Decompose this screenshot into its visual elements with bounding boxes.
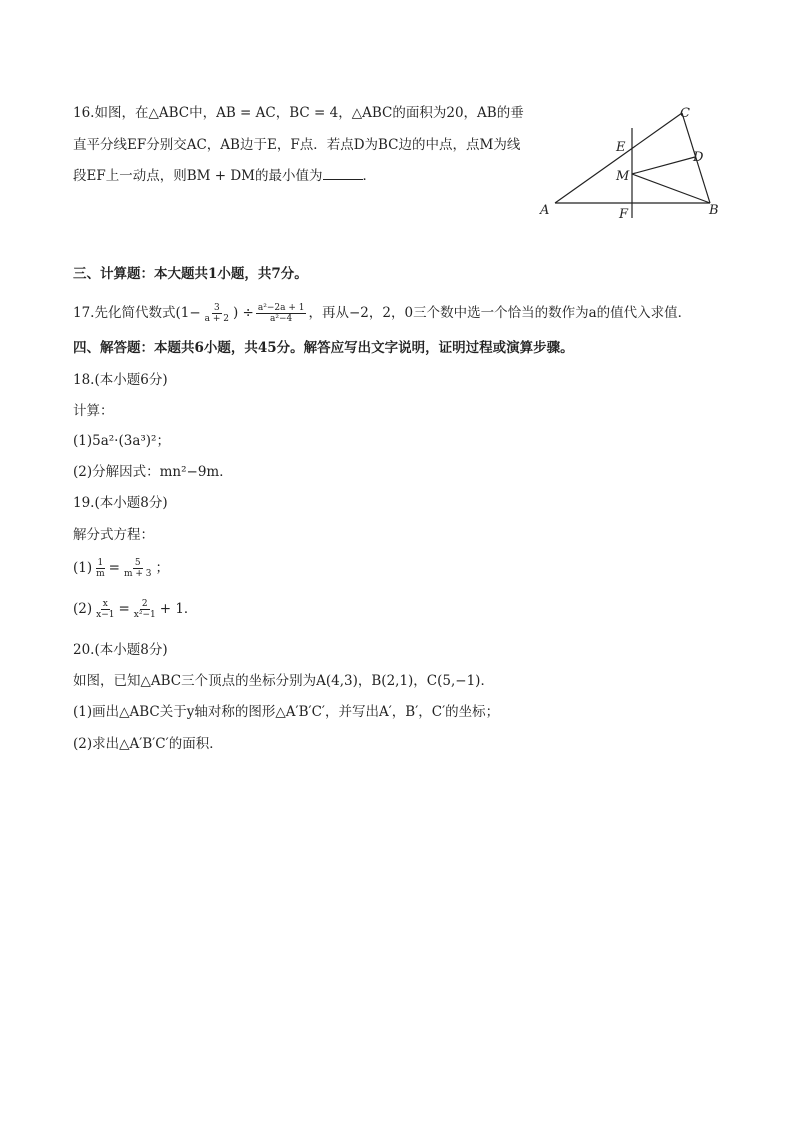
section-4-heading: 四、解答题：本题共6小题，共45分。解答应写出文字说明，证明过程或演算步骤。 [73,340,574,356]
q17-f1-num: 3 [213,303,220,313]
q19-p2-post: + 1． [159,601,198,617]
label-m: M [616,169,630,184]
q19-part2 [73,596,197,622]
q18-part1: (1)5a²·(3a³)²； [73,433,170,449]
q19-intro: 解分式方程： [73,527,154,543]
q19-title: 19.(本小题8分) [73,495,168,511]
q17-line [73,300,691,326]
q17-f2-num: a²−2a + 1 [257,303,305,313]
q17-mid: ) ÷ [233,305,254,321]
q16-line2: 直平分线EF分别交AC，AB边于E，F点．若点D为BC边的中点，点M为线 [73,137,521,153]
q19-p1-f1-num: 1 [97,558,104,568]
q19-p2-fraction-1 [94,599,116,620]
q19-p2-eq: = [118,601,130,617]
q19-p1-f2-den: m + 3 [123,569,152,579]
q16-line3-text: 段EF上一动点，则BM + DM的最小值为 [73,168,323,184]
q19-p1-f2-num: 5 [134,558,141,568]
q17-fraction-2 [256,303,307,324]
triangle-figure [530,100,760,225]
q19-p1-eq: = [108,560,120,576]
q19-p2-f2-den: x²−1 [133,610,156,620]
q19-p1-f1-den: m [96,569,105,579]
q16-line3-end: ． [362,168,377,184]
label-f: F [619,207,629,222]
label-d: D [693,150,704,165]
q18-title: 18.(本小题6分) [73,372,168,388]
segment-ac [555,113,682,203]
q17-f1-den: a + 2 [204,314,229,324]
q20-part1: (1)画出△ABC关于y轴对称的图形△A′B′C′，并写出A′，B′，C′的坐标； [73,704,500,720]
q19-p2-pre: (2) [73,601,93,617]
q17-pre: 17.先化简代数式(1− [73,305,201,321]
q19-p2-fraction-2 [132,599,158,620]
label-e: E [616,140,626,155]
section-3-heading: 三、计算题：本大题共1小题，共7分。 [73,266,308,282]
q20-title: 20.(本小题8分) [73,642,168,658]
segment-md [632,157,695,174]
label-b: B [709,203,719,218]
q18-part2: (2)分解因式：mn²−9m． [73,464,233,480]
q18-intro: 计算： [73,403,114,419]
q16-line3 [73,167,376,185]
label-a: A [540,203,550,218]
q19-p1-post: ； [155,560,170,576]
q20-intro: 如图，已知△ABC三个顶点的坐标分别为A(4,3)，B(2,1)，C(5,−1)． [73,673,494,689]
q19-p1-pre: (1) [73,560,93,576]
q20-part2: (2)求出△A′B′C′的面积． [73,736,223,752]
label-c: C [680,106,690,121]
q19-part1 [73,555,169,581]
q19-p1-fraction-2 [122,558,154,579]
q19-p2-f1-den: x−1 [96,610,115,620]
q19-p2-f2-num: 2 [141,599,148,609]
q17-post: ，再从−2，2，0三个数中选一个恰当的数作为a的值代入求值． [308,305,692,321]
q19-p2-f1-num: x [102,599,108,609]
q17-fraction-1 [203,303,231,324]
q17-f2-den: a²−4 [270,314,293,324]
segment-mb [632,174,710,203]
answer-blank [323,167,363,180]
q16-line1: 16.如图，在△ABC中，AB = AC，BC = 4，△ABC的面积为20，AB的垂 [73,105,524,121]
q19-p1-fraction-1 [94,558,107,579]
